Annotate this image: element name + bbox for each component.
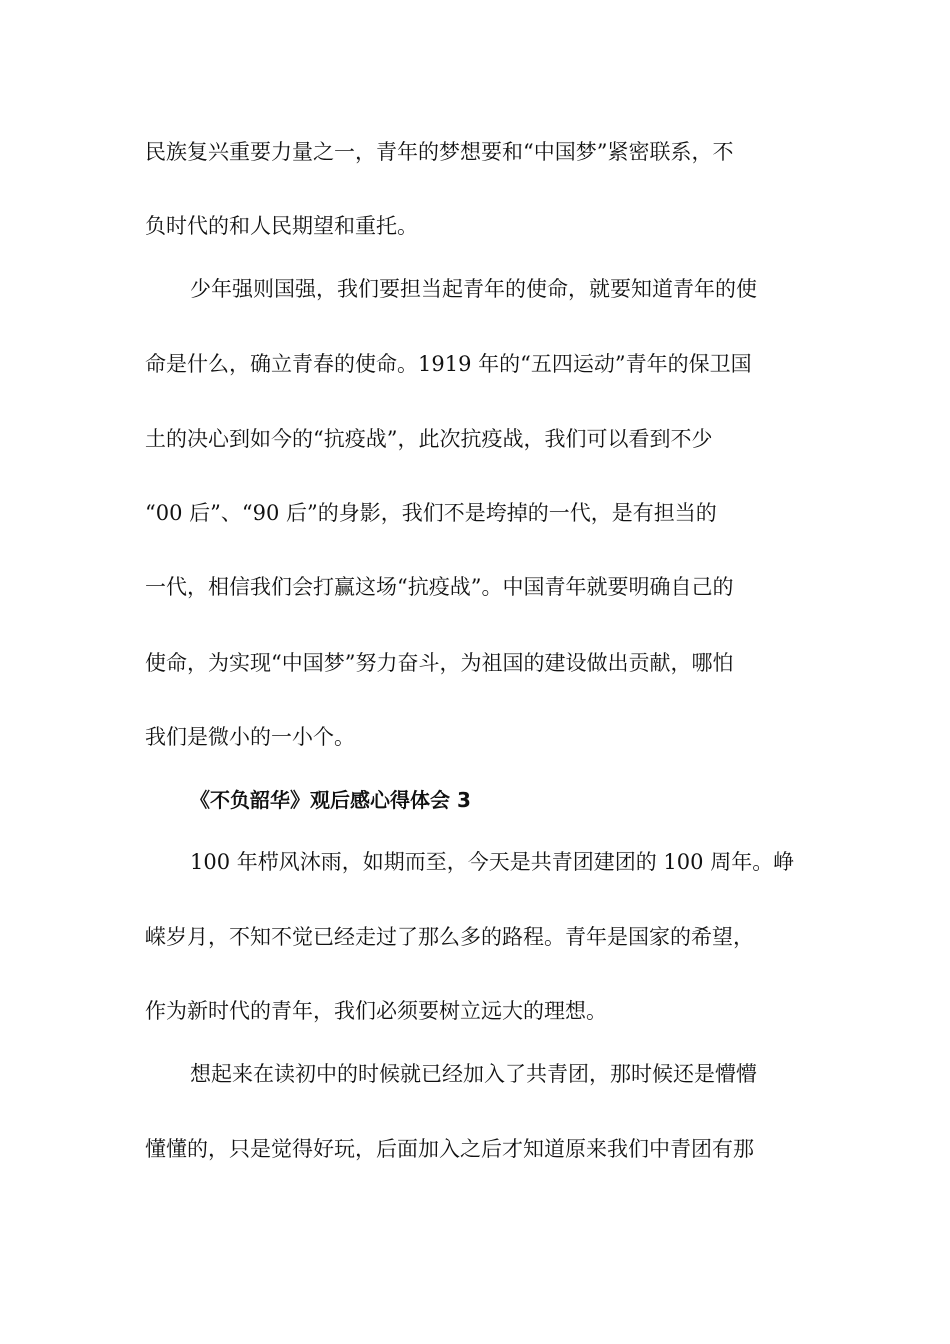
- paragraph-line: 使命，为实现“中国梦”努力奋斗，为祖国的建设做出贡献，哪怕: [145, 651, 734, 675]
- paragraph-line: 少年强则国强，我们要担当起青年的使命，就要知道青年的使: [190, 277, 757, 301]
- paragraph-line: 一代，相信我们会打赢这场“抗疫战”。中国青年就要明确自己的: [145, 575, 734, 599]
- paragraph-line: 懂懂的，只是觉得好玩，后面加入之后才知道原来我们中青团有那: [145, 1137, 754, 1161]
- paragraph-line: 嵘岁月，不知不觉已经走过了那么多的路程。青年是国家的希望，: [145, 925, 754, 949]
- section-heading: 《不负韶华》观后感心得体会 3: [190, 788, 471, 812]
- paragraph-line: 作为新时代的青年，我们必须要树立远大的理想。: [145, 999, 607, 1023]
- paragraph-line: “00 后”、“90 后”的身影，我们不是垮掉的一代，是有担当的: [145, 501, 717, 525]
- paragraph-line: 土的决心到如今的“抗疫战”，此次抗疫战，我们可以看到不少: [145, 427, 713, 451]
- paragraph-line: 我们是微小的一小个。: [145, 725, 355, 749]
- paragraph-line: 100 年栉风沐雨，如期而至，今天是共青团建团的 100 周年。峥: [190, 850, 795, 874]
- paragraph-line: 想起来在读初中的时候就已经加入了共青团，那时候还是懵懵: [190, 1062, 757, 1086]
- paragraph-line: 民族复兴重要力量之一，青年的梦想要和“中国梦”紧密联系，不: [145, 140, 734, 164]
- paragraph-line: 命是什么，确立青春的使命。1919 年的“五四运动”青年的保卫国: [145, 352, 752, 376]
- paragraph-line: 负时代的和人民期望和重托。: [145, 214, 418, 238]
